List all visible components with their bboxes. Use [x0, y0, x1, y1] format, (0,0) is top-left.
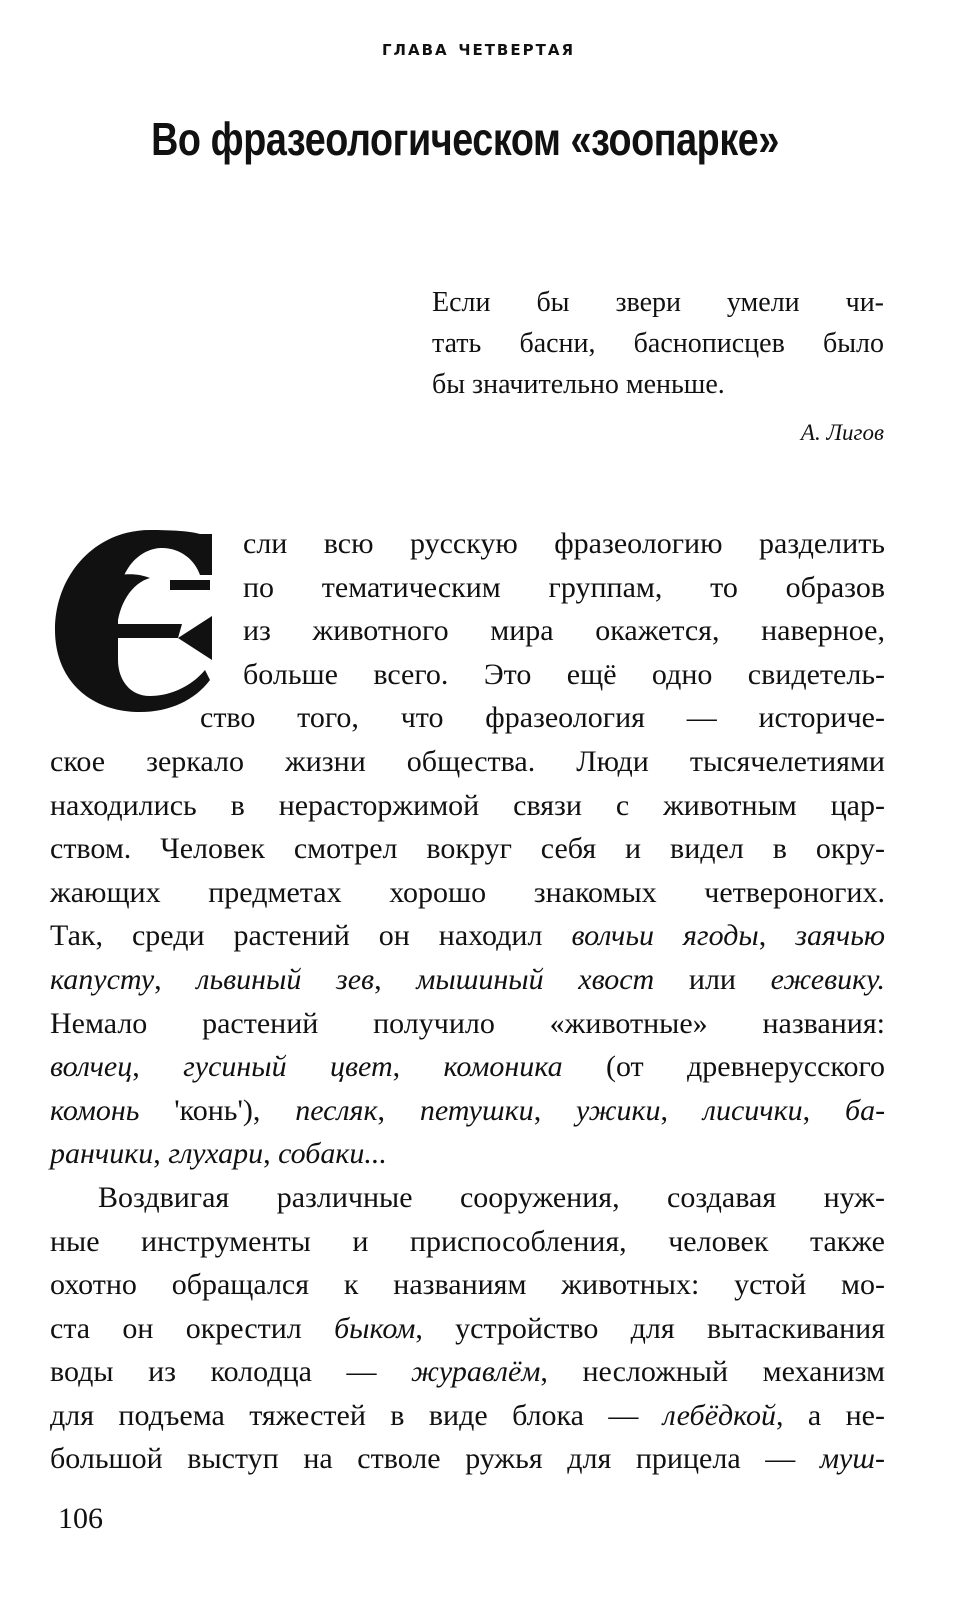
text-run: ,	[377, 1093, 420, 1127]
text-run: ,	[132, 1050, 184, 1084]
text-line: больше всего. Это ещё одно свидетель-	[243, 657, 885, 691]
text-line	[50, 1437, 885, 1481]
text-run: ,	[154, 962, 197, 996]
text-line	[50, 1045, 885, 1089]
text-line	[50, 1089, 885, 1133]
term: лисички	[702, 1093, 803, 1127]
epigraph-line: Если бы звери умели чи-	[432, 287, 884, 318]
term: ранчики	[50, 1137, 154, 1171]
term: песляк	[295, 1093, 378, 1127]
text-run: ,	[533, 1093, 577, 1127]
term: быком	[334, 1311, 416, 1345]
text-run: Так, среди растений он находил	[50, 919, 572, 953]
term: петушки	[419, 1093, 534, 1127]
text-run: воды из колодца —	[50, 1355, 412, 1389]
text-line: ные инструменты и приспособления, человек также	[50, 1224, 885, 1258]
term: муш-	[819, 1442, 885, 1476]
term: львиный зев	[196, 962, 375, 996]
text-line	[50, 1394, 885, 1438]
term: собаки...	[278, 1137, 387, 1171]
term: лебёдкой	[662, 1398, 777, 1432]
page-number: 106	[58, 1502, 103, 1535]
term: капусту	[50, 962, 155, 996]
text-run: , устройство для вытаскивания	[415, 1311, 885, 1345]
text-line: находились в нерасторжимой связи с животным цар-	[50, 788, 885, 822]
text-run: большой выступ на стволе ружья для прицела —	[50, 1442, 820, 1476]
text-run: (от древнерусского	[562, 1050, 886, 1084]
text-run: ,	[758, 919, 796, 953]
chapter-heading: глава четвертая	[382, 36, 575, 61]
text-line: ством. Человек смотрел вокруг себя и видел в окру-	[50, 832, 885, 866]
text-line: охотно обращался к названиям животных: устой мо-	[50, 1268, 885, 1302]
text-run: , несложный механизм	[540, 1355, 885, 1389]
text-run: ста он окрестил	[50, 1311, 335, 1345]
term: глухари	[168, 1137, 264, 1171]
text-run: ,	[802, 1093, 845, 1127]
page-title: Во фразеологическом «зоопарке»	[151, 113, 779, 165]
text-line	[50, 1307, 885, 1351]
term: заячью	[795, 919, 885, 953]
body-text	[50, 522, 885, 1481]
text-run: для подъема тяжестей в виде блока —	[50, 1398, 663, 1432]
text-run: или	[654, 962, 771, 996]
text-run: ,	[263, 1137, 279, 1171]
text-line: ское зеркало жизни общества. Люди тысячелетиями	[50, 744, 885, 778]
text-run: ,	[660, 1093, 703, 1127]
epigraph-line: бы значительно меньше.	[432, 369, 725, 400]
term: гусиный цвет	[183, 1050, 393, 1084]
text-line	[50, 914, 885, 958]
text-line: ство того, что фразеология — историче-	[200, 701, 885, 735]
text-run: ,	[392, 1050, 444, 1084]
text-line: по тематическим группам, то образов	[243, 570, 885, 604]
term: комонь	[50, 1093, 140, 1127]
epigraph-line: тать басни, баснописцев было	[432, 328, 884, 359]
text-line: сли всю русскую фразеологию разделить	[243, 527, 885, 560]
term: мышиный хвост	[416, 962, 655, 996]
text-line: Воздвигая различные сооружения, создавая нуж-	[98, 1180, 885, 1214]
term: журавлём	[411, 1355, 541, 1389]
epigraph	[432, 282, 884, 405]
term: волчец	[50, 1050, 133, 1084]
text-line: жающих предметах хорошо знакомых четвероногих.	[50, 875, 885, 909]
text-line: Немало растений получило «животные» названия:	[50, 1006, 885, 1040]
term: комоника	[443, 1050, 563, 1084]
term: ужики	[576, 1093, 661, 1127]
term: волчьи ягоды	[571, 919, 759, 953]
text-run: ,	[153, 1137, 169, 1171]
text-line	[50, 1132, 885, 1176]
text-run: , а не-	[776, 1398, 885, 1432]
text-run: 'конь'),	[139, 1093, 296, 1127]
epigraph-author: А. Лигов	[800, 420, 884, 445]
term: ежевику.	[770, 962, 886, 996]
text-line: из животного мира окажется, наверное,	[243, 614, 885, 648]
text-line	[50, 1350, 885, 1394]
text-run: ,	[374, 962, 417, 996]
text-line	[50, 958, 885, 1002]
term: ба-	[844, 1093, 886, 1127]
